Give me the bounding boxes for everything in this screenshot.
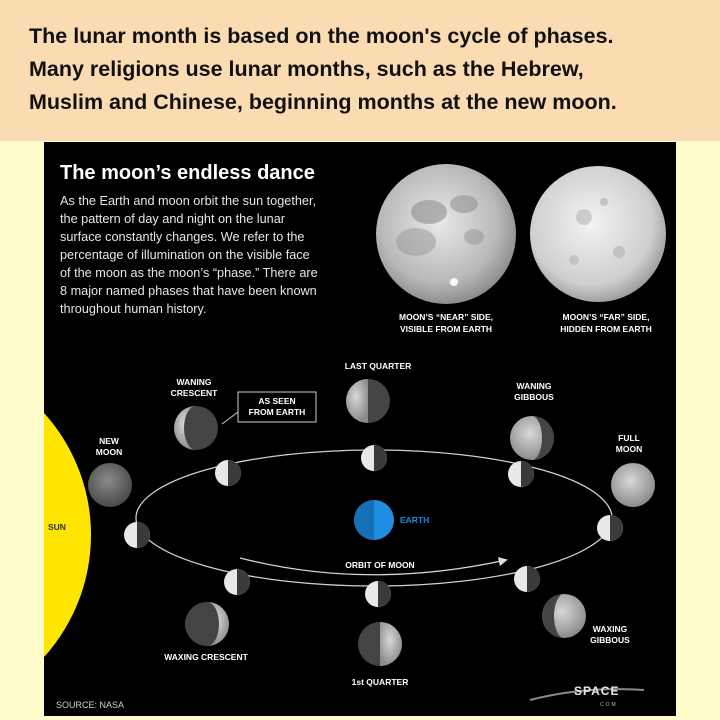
new-moon-label-line-2: MOON bbox=[95, 447, 123, 457]
waxing-gibbous-icon bbox=[542, 594, 586, 638]
waning-gibbous-icon bbox=[510, 416, 554, 460]
as-seen-label-line-1: AS SEEN bbox=[258, 396, 296, 406]
as-seen-label-line-2: FROM EARTH bbox=[248, 407, 306, 417]
moon-phases-infographic bbox=[44, 142, 676, 716]
waning-gibbous-label-line-1: WANING bbox=[516, 381, 552, 391]
description-line: As the Earth and moon orbit the sun together, bbox=[60, 194, 317, 208]
header-line-1: The lunar month is based on the moon's cycle of phases. bbox=[29, 24, 614, 48]
sun-shape bbox=[44, 353, 91, 716]
header-line-3: Muslim and Chinese, beginning months at the new moon. bbox=[29, 90, 617, 114]
phase-diagram bbox=[44, 142, 676, 716]
orbit-moon-lower-left bbox=[224, 569, 250, 595]
description-line: percentage of illumination on the visible face bbox=[60, 248, 310, 262]
new-moon-label-line-1: NEW bbox=[99, 436, 119, 446]
orbit-moon-top bbox=[361, 445, 387, 471]
orbit-moon-upper-right bbox=[508, 461, 534, 487]
header-line-2: Many religions use lunar months, such as the Hebrew, bbox=[29, 57, 584, 81]
waning-crescent-label-line-1: WANING bbox=[176, 377, 212, 387]
space-logo: SPACE bbox=[574, 684, 620, 698]
description-line: 8 major named phases that have been known bbox=[60, 284, 317, 298]
orbit-label: ORBIT OF MOON bbox=[345, 560, 415, 570]
waxing-crescent-icon bbox=[185, 602, 229, 646]
orbit-moon-bottom bbox=[365, 581, 391, 607]
new-moon-icon bbox=[88, 463, 132, 507]
infographic-title: The moon’s endless dance bbox=[60, 162, 315, 184]
waning-crescent-icon bbox=[174, 406, 218, 450]
description-line: the pattern of day and night on the lunar bbox=[60, 212, 286, 226]
near-side-label-line-2: VISIBLE FROM EARTH bbox=[399, 324, 493, 334]
orbit-moon-left bbox=[124, 522, 150, 548]
last-quarter-icon bbox=[346, 379, 390, 423]
source-credit: SOURCE: NASA bbox=[56, 700, 125, 710]
near-side-label-line-1: MOON’S “NEAR” SIDE, bbox=[399, 312, 493, 322]
near-side-moon-image bbox=[376, 164, 516, 304]
waxing-gibbous-label-line-2: GIBBOUS bbox=[590, 635, 630, 645]
space-logo-com: COM bbox=[600, 702, 618, 708]
full-moon-icon bbox=[611, 463, 655, 507]
orbit-moon-upper-left bbox=[215, 460, 241, 486]
first-quarter-icon bbox=[358, 622, 402, 666]
far-side-label-line-2: HIDDEN FROM EARTH bbox=[560, 324, 652, 334]
waning-crescent-label-line-2: CRESCENT bbox=[170, 388, 218, 398]
description-line: throughout human history. bbox=[60, 302, 207, 316]
far-side-label-line-1: MOON’S “FAR” SIDE, bbox=[562, 312, 650, 322]
full-moon-label-line-1: FULL bbox=[618, 433, 640, 443]
earth-shape bbox=[354, 500, 394, 540]
earth-label: EARTH bbox=[400, 515, 430, 525]
waxing-crescent-label: WAXING CRESCENT bbox=[164, 652, 248, 662]
full-moon-label-line-2: MOON bbox=[615, 444, 643, 454]
orbit-moon-right bbox=[597, 515, 623, 541]
orbit-moon-lower-right bbox=[514, 566, 540, 592]
description-line: surface constantly changes. We refer to the bbox=[60, 230, 305, 244]
far-side-moon-image bbox=[530, 166, 666, 302]
description-line: of the moon as the moon’s “phase.” There are bbox=[60, 266, 318, 280]
last-quarter-label: LAST QUARTER bbox=[344, 361, 412, 371]
sun-label: SUN bbox=[48, 522, 66, 532]
waxing-gibbous-label-line-1: WAXING bbox=[592, 624, 628, 634]
first-quarter-label: 1st QUARTER bbox=[351, 677, 409, 687]
header-banner bbox=[0, 0, 720, 141]
waning-gibbous-label-line-2: GIBBOUS bbox=[514, 392, 554, 402]
